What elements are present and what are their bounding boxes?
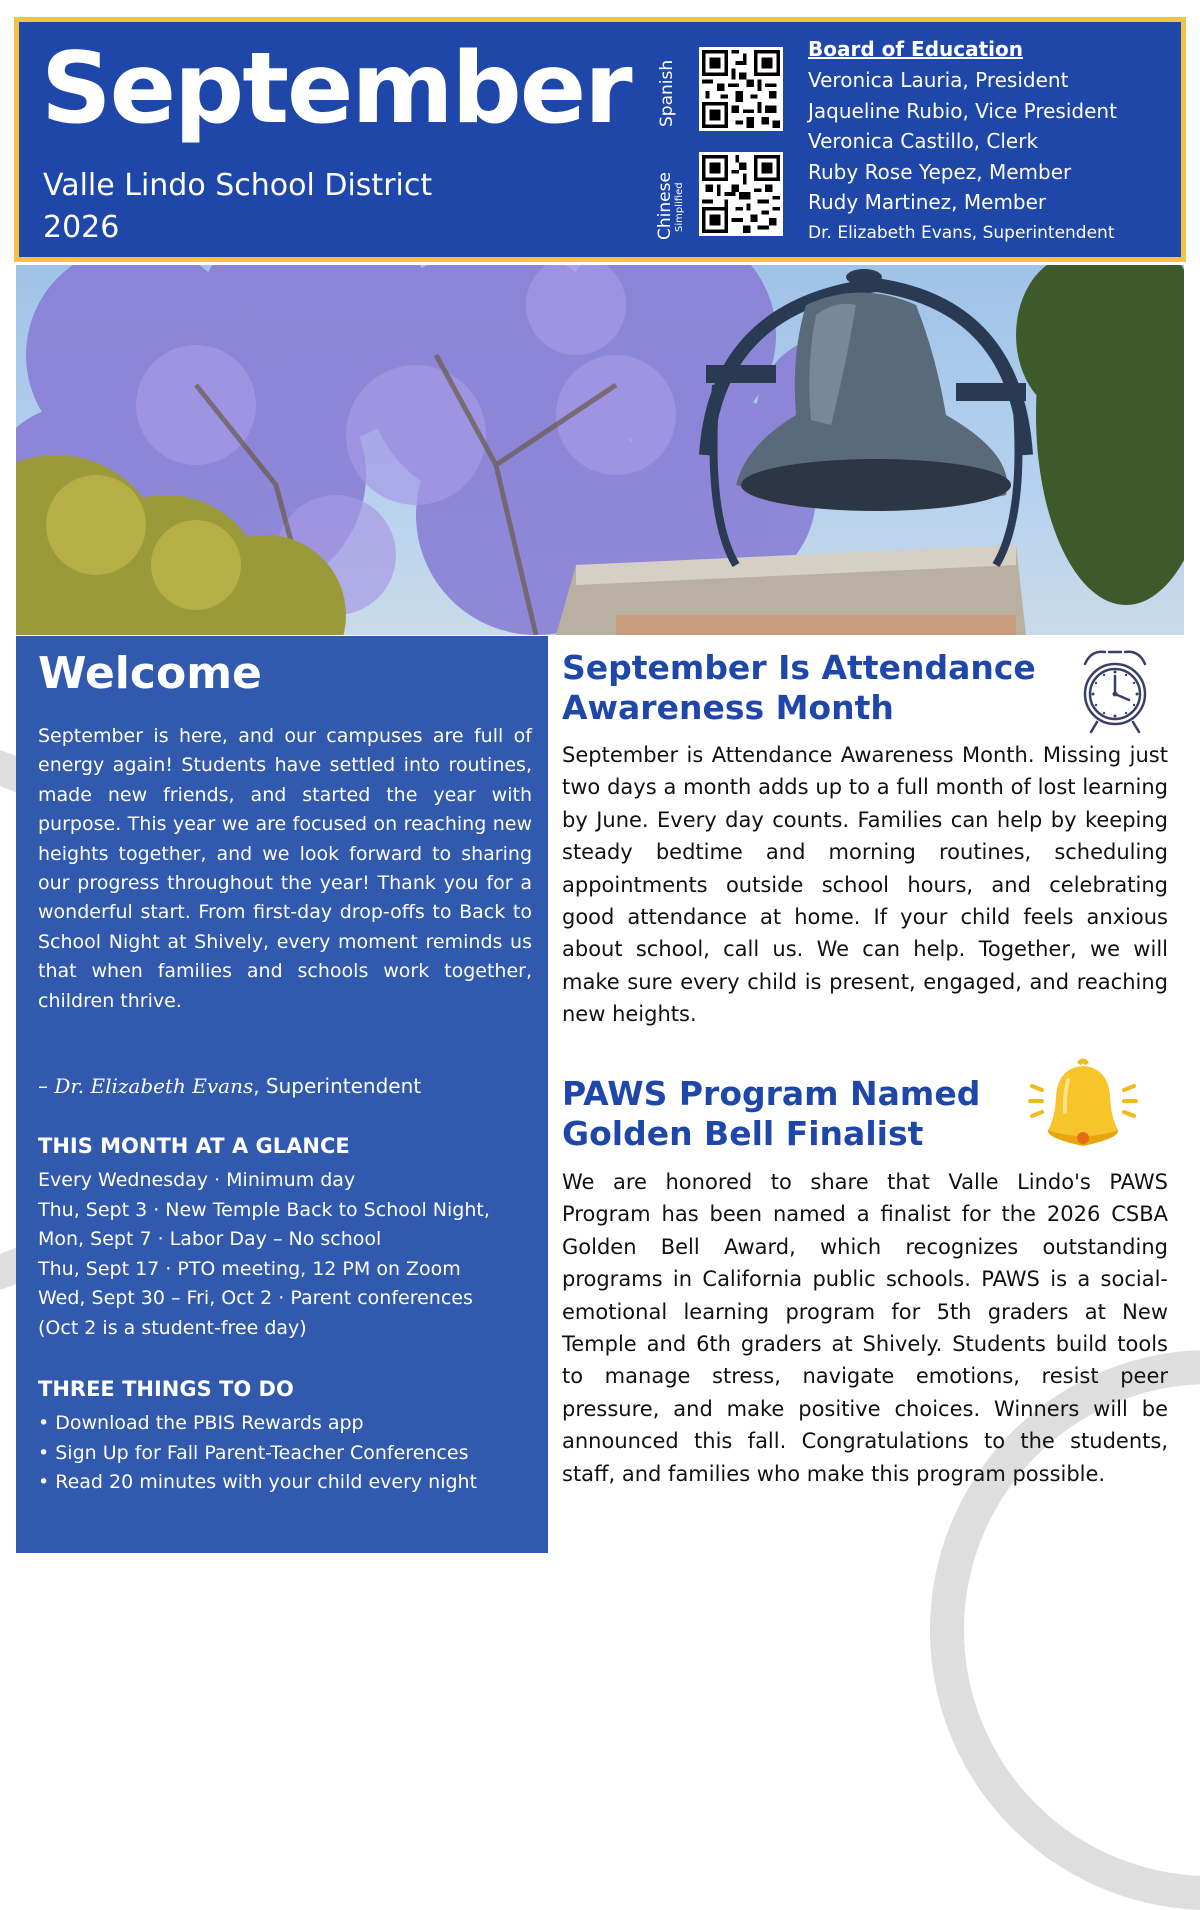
qr-spanish-label: Spanish bbox=[657, 59, 677, 127]
qr-code-chinese-icon bbox=[702, 155, 780, 233]
list-item: Wed, Sept 30 – Fri, Oct 2 · Parent conferences bbox=[38, 1287, 473, 1309]
signature-name: Dr. Elizabeth Evans bbox=[54, 1074, 254, 1098]
welcome-section bbox=[16, 636, 548, 1553]
qr-chinese-label: Chinese bbox=[655, 172, 675, 240]
attendance-article-title: September Is Attendance Awareness Month bbox=[562, 648, 1036, 728]
board-member: Ruby Rose Yepez, Member bbox=[808, 159, 1072, 184]
list-item: Thu, Sept 3 · New Temple Back to School Night, bbox=[38, 1198, 490, 1221]
school-bell-illustration bbox=[16, 265, 1184, 635]
list-item: • Download the PBIS Rewards app bbox=[38, 1412, 364, 1434]
list-item: • Read 20 minutes with your child every night bbox=[38, 1471, 478, 1493]
signature-prefix: – bbox=[38, 1074, 55, 1098]
list-item: Every Wednesday · Minimum day bbox=[38, 1169, 356, 1191]
welcome-signature bbox=[38, 1074, 421, 1098]
alarm-clock-icon bbox=[1077, 644, 1153, 736]
board-member: Jaqueline Rubio, Vice President bbox=[808, 98, 1117, 123]
board-heading[interactable]: Board of Education bbox=[808, 37, 1023, 61]
board-superintendent: Dr. Elizabeth Evans, Superintendent bbox=[808, 222, 1115, 243]
hero-photo-school-bell bbox=[16, 265, 1184, 635]
newsletter-year: 2026 bbox=[43, 210, 120, 245]
golden-bell-icon bbox=[1028, 1056, 1138, 1156]
qr-code-spanish-icon bbox=[702, 50, 780, 128]
board-member: Veronica Lauria, President bbox=[808, 68, 1069, 92]
todo-heading: THREE THINGS TO DO bbox=[38, 1377, 294, 1401]
qr-chinese-sublabel: Simplified bbox=[674, 182, 685, 232]
list-item: Thu, Sept 17 · PTO meeting, 12 PM on Zoom bbox=[38, 1257, 461, 1280]
qr-code-chinese[interactable] bbox=[699, 152, 783, 236]
glance-list bbox=[38, 1166, 490, 1343]
signature-title: , Superintendent bbox=[253, 1074, 422, 1098]
welcome-title: Welcome bbox=[38, 648, 262, 699]
paws-article-title: PAWS Program Named Golden Bell Finalist bbox=[562, 1074, 981, 1154]
todo-list bbox=[38, 1409, 477, 1498]
list-item: • Sign Up for Fall Parent-Teacher Conferences bbox=[38, 1441, 469, 1464]
newsletter-header bbox=[14, 17, 1186, 262]
board-member: Veronica Castillo, Clerk bbox=[808, 129, 1039, 153]
paws-article-body: We are honored to share that Valle Lindo's PAWS Program has been named a finalist for the 2026 CSBA Golden Bell Award, which recognizes outstanding programs in California public schools. PAWS is a social-emotional learning program for 5th graders at New Temple and 6th graders at Shively. Students build tools to manage stress, navigate emotions, resist peer pressure, and make positive choices. Winners will be announced this fall. Congratulations to the students, staff, and families who make this program possible. bbox=[562, 1170, 1168, 1486]
attendance-article-body: September is Attendance Awareness Month. Missing just two days a month adds up to a full month of lost learning by June. Every day counts. Families can help by keeping steady bedtime and morning routines, scheduling appointments outside school hours, and celebrating good attendance at home. If your child feels anxious about school, call us. We can help. Together, we will make sure every child is present, engaged, and reaching new heights. bbox=[562, 743, 1168, 1027]
month-title: September bbox=[41, 32, 631, 146]
district-name: Valle Lindo School District bbox=[43, 168, 433, 203]
glance-heading: THIS MONTH AT A GLANCE bbox=[38, 1134, 350, 1158]
qr-code-spanish[interactable] bbox=[699, 47, 783, 131]
list-item: Mon, Sept 7 · Labor Day – No school bbox=[38, 1228, 382, 1250]
board-member: Rudy Martinez, Member bbox=[808, 190, 1047, 214]
list-item: (Oct 2 is a student-free day) bbox=[38, 1316, 307, 1339]
board-of-education bbox=[808, 37, 1117, 248]
welcome-body: September is here, and our campuses are full of energy again! Students have settled into routines, made new friends, and started the year with purpose. This year we are focused on reaching new heights together, and we look forward to sharing our progress throughout the year! Thank you for a wonderful start. From first-day drop-offs to Back to School Night at Shively, every moment reminds us that when families and schools work together, children thrive. bbox=[38, 725, 532, 1012]
